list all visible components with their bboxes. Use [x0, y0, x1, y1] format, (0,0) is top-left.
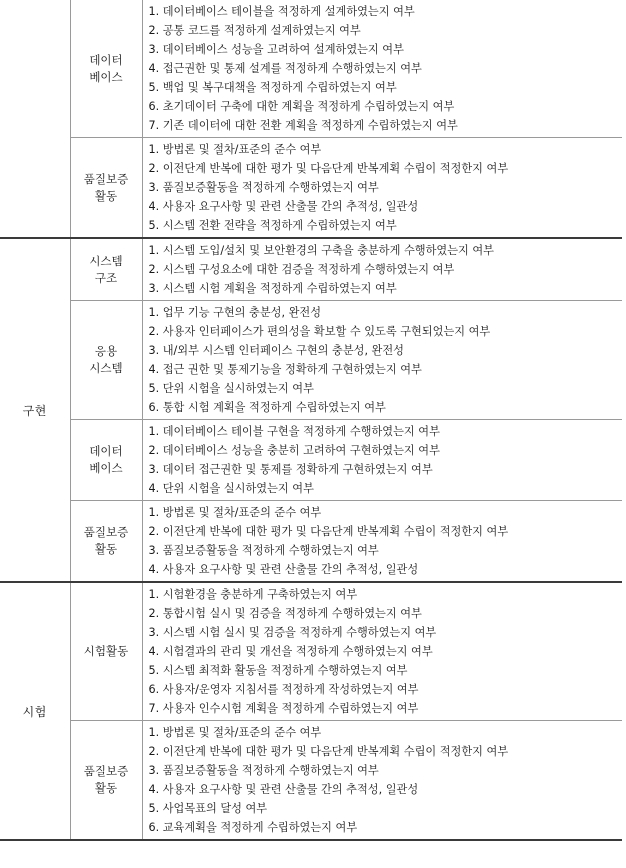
checklist-item: 5. 사업목표의 달성 여부: [148, 802, 268, 815]
checklist-row: [0, 721, 622, 841]
checklist-item: 3. 품질보증활동을 적정하게 수행하였는지 여부: [148, 181, 379, 194]
checklist-item: 7. 기존 데이터에 대한 전환 계획을 적정하게 수립하였는지 여부: [148, 119, 458, 132]
checklist-item: 6. 초기데이터 구축에 대한 계획을 적정하게 수립하였는지 여부: [148, 100, 455, 113]
checklist-item: 4. 사용자 요구사항 및 관련 산출물 간의 추적성, 일관성: [148, 563, 419, 576]
checklist-item: 6. 사용자/운영자 지침서를 적정하게 작성하였는지 여부: [148, 683, 419, 696]
checklist-item: 5. 단위 시험을 실시하였는지 여부: [148, 382, 314, 395]
checklist-row: [0, 582, 622, 721]
checklist-item: 2. 시스템 구성요소에 대한 검증을 적정하게 수행하였는지 여부: [148, 263, 455, 276]
checklist-row: [0, 0, 622, 138]
items-cell: [142, 501, 622, 583]
checklist-item: 6. 통합 시험 계획을 적정하게 수립하였는지 여부: [148, 401, 386, 414]
checklist-row: [0, 301, 622, 420]
checklist-item: 3. 품질보증활동을 적정하게 수행하였는지 여부: [148, 764, 379, 777]
checklist-item: 3. 데이터 접근권한 및 통제를 정확하게 구현하였는지 여부: [148, 463, 433, 476]
area-cell: 품질보증 활동: [70, 501, 142, 583]
phase-cell: 시험: [0, 582, 70, 840]
checklist-items: [149, 303, 623, 417]
checklist-item: 2. 이전단계 반복에 대한 평가 및 다음단계 반복계획 수립이 적정한지 여부: [148, 525, 509, 538]
checklist-items: [149, 585, 623, 718]
checklist-item: 3. 시스템 시험 계획을 적정하게 수립하였는지 여부: [148, 282, 397, 295]
checklist-item: 1. 시스템 도입/설치 및 보안환경의 구축을 충분하게 수행하였는지 여부: [148, 244, 494, 257]
checklist-item: 3. 시스템 시험 실시 및 검증을 적정하게 수행하였는지 여부: [148, 626, 437, 639]
area-cell: 품질보증 활동: [70, 721, 142, 841]
area-cell: 응용 시스템: [70, 301, 142, 420]
area-cell: 시스템 구조: [70, 238, 142, 301]
checklist-item: 5. 백업 및 복구대책을 적정하게 수립하였는지 여부: [148, 81, 397, 94]
area-cell: 데이터 베이스: [70, 420, 142, 501]
checklist-item: 1. 시험환경을 충분하게 구축하였는지 여부: [148, 588, 358, 601]
checklist-item: 2. 사용자 인터페이스가 편의성을 확보할 수 있도록 구현되었는지 여부: [148, 325, 491, 338]
checklist-item: 4. 접근권한 및 통제 설계를 적정하게 수행하였는지 여부: [148, 62, 422, 75]
items-cell: [142, 582, 622, 721]
phase-cell: [0, 0, 70, 238]
checklist-row: [0, 238, 622, 301]
phase-cell: 구현: [0, 238, 70, 582]
checklist-item: 7. 사용자 인수시험 계획을 적정하게 수립하였는지 여부: [148, 702, 419, 715]
items-cell: [142, 721, 622, 841]
checklist-item: 4. 시험결과의 관리 및 개선을 적정하게 수행하였는지 여부: [148, 645, 433, 658]
items-cell: [142, 0, 622, 138]
checklist-item: 2. 이전단계 반복에 대한 평가 및 다음단계 반복계획 수립이 적정한지 여부: [148, 745, 509, 758]
checklist-item: 4. 접근 권한 및 통제기능을 정확하게 구현하였는지 여부: [148, 363, 422, 376]
checklist-item: 4. 사용자 요구사항 및 관련 산출물 간의 추적성, 일관성: [148, 200, 419, 213]
checklist-item: 1. 방법론 및 절차/표준의 준수 여부: [148, 143, 322, 156]
checklist-item: 4. 사용자 요구사항 및 관련 산출물 간의 추적성, 일관성: [148, 783, 419, 796]
items-cell: [142, 238, 622, 301]
checklist-items: [149, 140, 623, 235]
items-cell: [142, 138, 622, 239]
checklist-row: [0, 420, 622, 501]
area-cell: 품질보증 활동: [70, 138, 142, 239]
checklist-item: 1. 업무 기능 구현의 충분성, 완전성: [148, 306, 322, 319]
checklist-item: 3. 데이터베이스 성능을 고려하여 설계하였는지 여부: [148, 43, 404, 56]
checklist-item: 1. 방법론 및 절차/표준의 준수 여부: [148, 726, 322, 739]
area-cell: 데이터 베이스: [70, 0, 142, 138]
checklist-items: [149, 503, 623, 579]
items-cell: [142, 301, 622, 420]
checklist-item: 1. 데이터베이스 테이블을 적정하게 설계하였는지 여부: [148, 5, 415, 18]
checklist-item: 2. 공통 코드를 적정하게 설계하였는지 여부: [148, 24, 361, 37]
checklist-item: 2. 데이터베이스 성능을 충분히 고려하여 구현하였는지 여부: [148, 444, 440, 457]
checklist-row: [0, 138, 622, 239]
checklist-item: 3. 내/외부 시스템 인터페이스 구현의 충분성, 완전성: [148, 344, 404, 357]
checklist-item: 2. 이전단계 반복에 대한 평가 및 다음단계 반복계획 수립이 적정한지 여부: [148, 162, 509, 175]
items-cell: [142, 420, 622, 501]
checklist-items: [149, 2, 623, 135]
checklist-item: 1. 방법론 및 절차/표준의 준수 여부: [148, 506, 322, 519]
checklist-item: 2. 통합시험 실시 및 검증을 적정하게 수행하였는지 여부: [148, 607, 422, 620]
checklist-item: 6. 교육계획을 적정하게 수립하였는지 여부: [148, 821, 358, 834]
area-cell: 시험활동: [70, 582, 142, 721]
checklist-items: [149, 723, 623, 837]
checklist-item: 5. 시스템 최적화 활동을 적정하게 수행하였는지 여부: [148, 664, 408, 677]
checklist-items: [149, 422, 623, 498]
checklist-items: [149, 241, 623, 298]
checklist-item: 5. 시스템 전환 전략을 적정하게 수립하였는지 여부: [148, 219, 397, 232]
checklist-item: 3. 품질보증활동을 적정하게 수행하였는지 여부: [148, 544, 379, 557]
checklist-item: 1. 데이터베이스 테이블 구현을 적정하게 수행하였는지 여부: [148, 425, 440, 438]
checklist-item: 4. 단위 시험을 실시하였는지 여부: [148, 482, 314, 495]
checklist-row: [0, 501, 622, 583]
